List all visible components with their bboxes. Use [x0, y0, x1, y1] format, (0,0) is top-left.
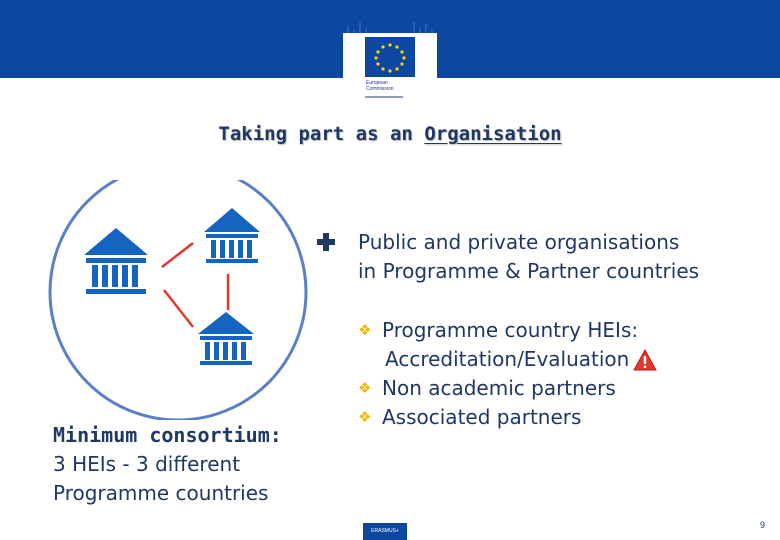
consortium-line2: 3 HEIs - 3 different [53, 452, 241, 476]
diamond-bullet-icon: ❖ [358, 379, 372, 397]
eu-logo-label [366, 80, 394, 92]
consortium-circle [50, 180, 306, 420]
page-number: 9 [760, 520, 766, 530]
participants-line2: in Programme & Partner countries [358, 259, 700, 283]
consortium-heading: Minimum consortium: [53, 423, 282, 447]
bullet-list [358, 316, 657, 432]
institution-icon [204, 208, 260, 263]
diamond-bullet-icon: ❖ [358, 321, 372, 339]
title-underlined: Organisation [424, 123, 562, 145]
warning-icon [633, 349, 657, 371]
participants-text [358, 228, 699, 286]
erasmus-logo: ERASMUS+ [363, 523, 407, 540]
list-item: Accreditation/Evaluation [358, 345, 657, 374]
diamond-bullet-icon: ❖ [358, 408, 372, 426]
title-prefix: Taking part as an [218, 123, 425, 145]
logo-text-line2: Commission [366, 86, 394, 92]
logo-text-line1: European [366, 80, 388, 86]
list-item: ❖ Non academic partners [358, 374, 657, 403]
plus-icon [315, 231, 337, 253]
participants-line1: Public and private organisations [358, 230, 680, 254]
connector-lines [162, 243, 228, 327]
slide-title [0, 123, 780, 145]
list-item: ❖ Associated partners [358, 403, 657, 432]
list-item: ❖ Programme country HEIs: [358, 316, 657, 345]
consortium-line3: Programme countries [53, 481, 269, 505]
institution-icon [198, 312, 254, 365]
consortium-diagram [0, 180, 360, 420]
consortium-note [53, 421, 282, 508]
institution-icon [84, 228, 148, 294]
